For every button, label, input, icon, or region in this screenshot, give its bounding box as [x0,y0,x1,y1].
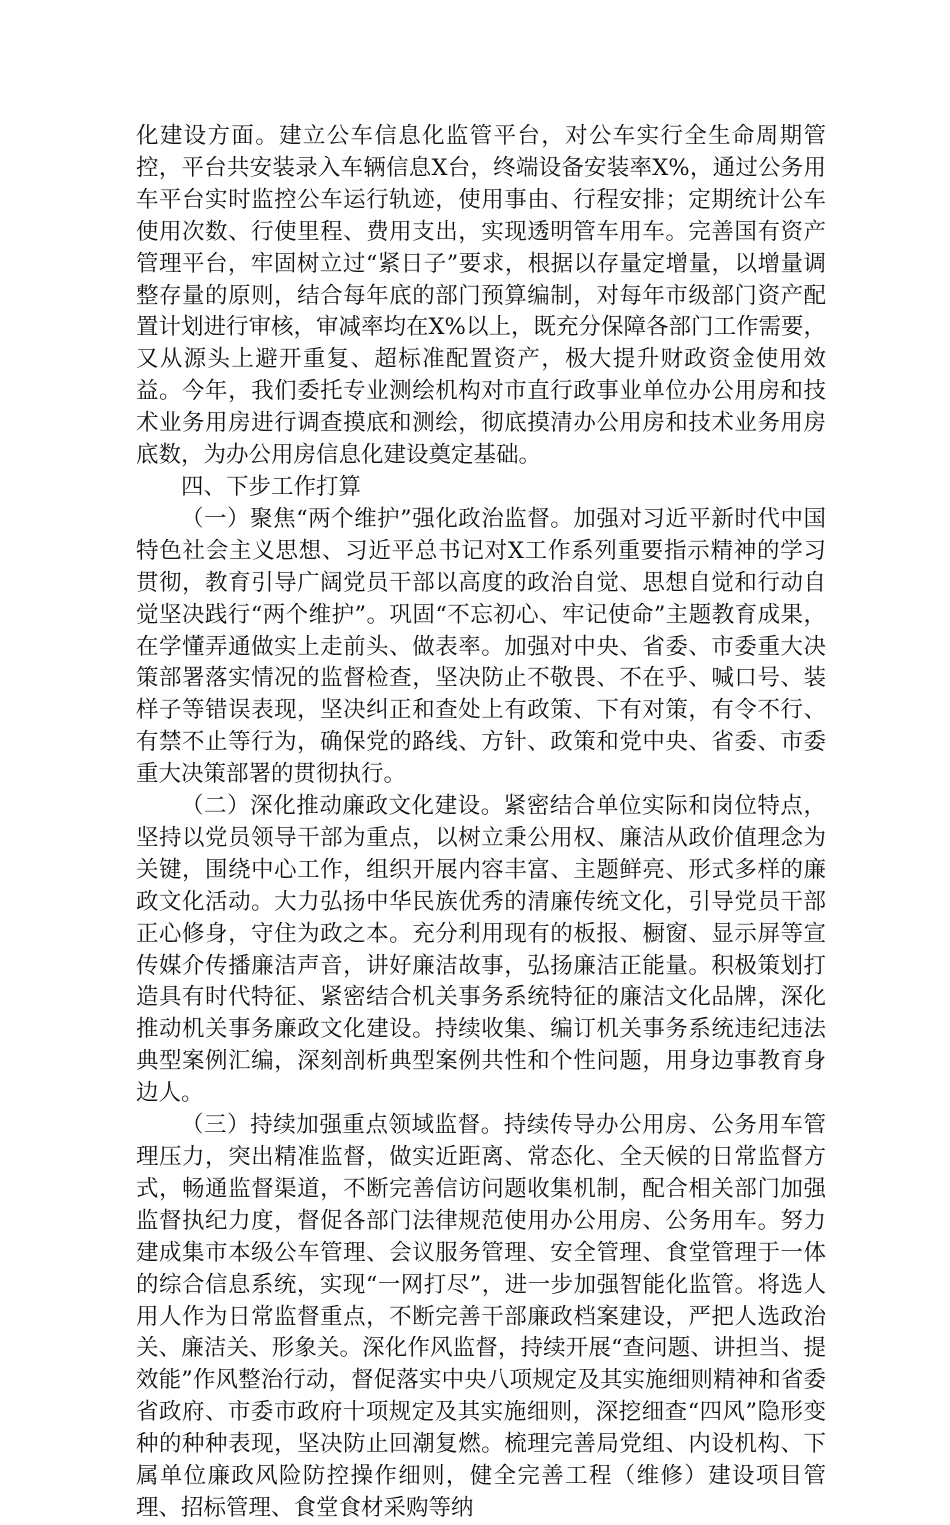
section-heading-next-steps: 四、下步工作打算 [181,473,362,500]
paragraph-political-supervision: （一）聚焦“两个维护”强化政治监督。加强对习近平新时代中国特色社会主义思想、习近平总书记对X工作系列重要指示精神的学习贯彻，教育引导广阔党员干部以高度的政治自觉、思想自觉和行动自觉坚决践行“两个维护”。巩固“不忘初心、牢记使命”主题教育成果，在学懂弄通做实上走前头、做表率。加强对中央、省委、市委重大决策部署落实情况的监督检查，坚决防止不敬畏、不在乎、喊口号、装样子等错误表现，坚决纠正和查处上有政策、下有对策，有令不行、有禁不止等行为，确保党的路线、方针、政策和党中央、省委、市委重大决策部署的贯彻执行。 [136,505,826,788]
paragraph-continued: 化建设方面。建立公车信息化监管平台，对公车实行全生命周期管控，平台共安装录入车辆信息X台，终端设备安装率X%，通过公务用车平台实时监控公车运行轨迹，使用事由、行程安排；定期统计公车使用次数、行使里程、费用支出，实现透明管车用车。完善国有资产管理平台，牢固树立过“紧日子”要求，根据以存量定增量，以增量调整存量的原则，结合每年底的部门预算编制，对每年市级部门资产配置计划进行审核，审减率均在X%以上，既充分保障各部门工作需要，又从源头上避开重复、超标准配置资产，极大提升财政资金使用效益。今年，我们委托专业测绘机构对市直行政事业单位办公用房和技术业务用房进行调查摸底和测绘，彻底摸清办公用房和技术业务用房底数，为办公用房信息化建设奠定基础。 [136,123,826,469]
document-page [136,121,826,1525]
paragraph-key-area-supervision: （三）持续加强重点领域监督。持续传导办公用房、公务用车管理压力，突出精准监督，做实近距离、常态化、全天候的日常监督方式，畅通监督渠道，不断完善信访问题收集机制，配合相关部门加强监督执纪力度，督促各部门法律规范使用办公用房、公务用车。努力建成集市本级公车管理、会议服务管理、安全管理、食堂管理于一体的综合信息系统，实现“一网打尽”，进一步加强智能化监管。将选人用人作为日常监督重点，不断完善干部廉政档案建设，严把人选政治关、廉洁关、形象关。深化作风监督，持续开展“查问题、讲担当、提效能”作风整治行动，督促落实中央八项规定及其实施细则精神和省委省政府、市委市政府十项规定及其实施细则，深挖细查“四风”隐形变种的种种表现，坚决防止回潮复燃。梳理完善局党组、内设机构、下属单位廉政风险防控操作细则，健全完善工程（维修）建设项目管理、招标管理、食堂食材采购等纳 [136,1112,826,1521]
paragraph-integrity-culture: （二）深化推动廉政文化建设。紧密结合单位实际和岗位特点，坚持以党员领导干部为重点，以树立秉公用权、廉洁从政价值理念为关键，围绕中心工作，组织开展内容丰富、主题鲜亮、形式多样的廉政文化活动。大力弘扬中华民族优秀的清廉传统文化，引导党员干部正心修身，守住为政之本。充分利用现有的板报、橱窗、显示屏等宣传媒介传播廉洁声音，讲好廉洁故事，弘扬廉洁正能量。积极策划打造具有时代特征、紧密结合机关事务系统特征的廉洁文化品牌，深化推动机关事务廉政文化建设。持续收集、编订机关事务系统违纪违法典型案例汇编，深刻剖析典型案例共性和个性问题，用身边事教育身边人。 [136,793,826,1107]
